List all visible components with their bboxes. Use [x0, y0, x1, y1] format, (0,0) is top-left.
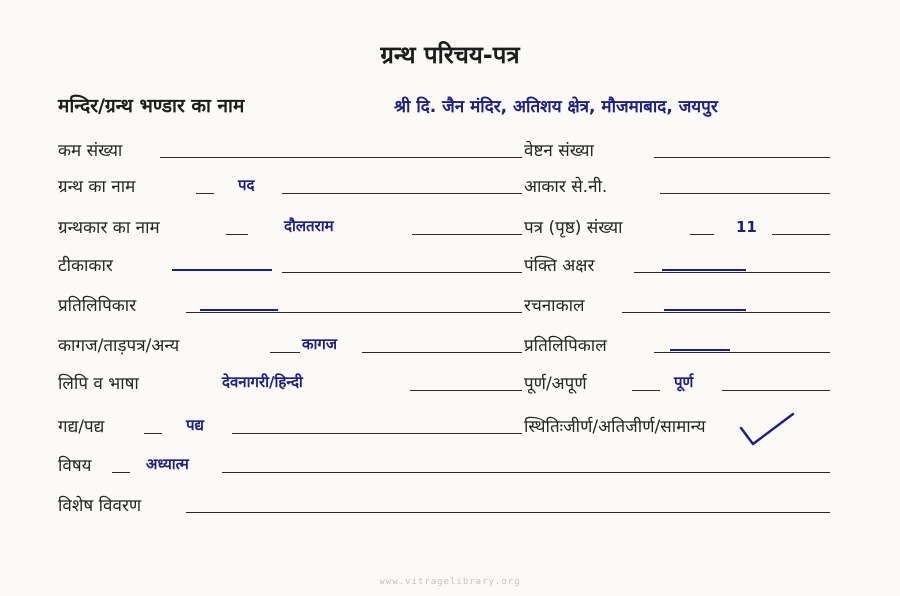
granth-naam-label: ग्रन्थ का नाम [58, 177, 136, 197]
pratilipikaal-blank-mark [670, 349, 730, 351]
gadya-padya-line-b [232, 433, 522, 434]
gadya-padya-value: पद्य [186, 416, 204, 434]
patra-sankhya-line-a [690, 234, 714, 235]
row-vishesh-vivaran [0, 490, 900, 520]
sthiti-label: स्थितिःजीर्ण/अतिजीर्ण/सामान्य [524, 417, 706, 437]
vishesh-vivaran-label: विशेष विवरण [58, 496, 142, 516]
pratilipikar-line [186, 312, 522, 313]
teekakar-label: टीकाकार [58, 256, 113, 276]
pratilipikaal-label: प्रतिलिपिकाल [524, 336, 607, 356]
teekakar-blank-mark [172, 269, 272, 271]
pankti-akshar-label: पंक्ति अक्षर [524, 256, 595, 276]
aakar-label: आकार से.नी. [524, 177, 608, 197]
granth-naam-line-b [282, 193, 522, 194]
patra-sankhya-label: पत्र (पृष्ठ) संख्या [524, 218, 623, 238]
gadya-padya-label: गद्य/पद्य [58, 417, 105, 437]
pratilipikar-label: प्रतिलिपिकार [58, 296, 137, 316]
row-granth-aakar [0, 171, 900, 201]
lipi-bhasha-value: देवनागरी/हिन्दी [222, 373, 303, 391]
vishesh-vivaran-line [186, 512, 830, 513]
teekakar-line [282, 272, 522, 273]
row-lipi-poorna [0, 368, 900, 398]
poorna-value: पूर्ण [674, 373, 694, 391]
granthkar-line-b [412, 234, 522, 235]
pankti-akshar-blank-mark [662, 269, 746, 271]
granthkar-value: दौलतराम [284, 217, 334, 235]
pratilipikaal-line [654, 352, 830, 353]
lipi-bhasha-line [410, 390, 522, 391]
veshtan-sankhya-line [654, 157, 830, 158]
row-kaagaj-pratilipikaal [0, 330, 900, 360]
granth-naam-value: पद [238, 176, 255, 194]
rachnakaal-blank-mark [664, 309, 746, 311]
poorna-label: पूर्ण/अपूर्ण [524, 374, 587, 394]
row-pratilipikar-rachnakaal [0, 290, 900, 320]
granthkar-line-a [226, 234, 248, 235]
vishay-line-a [112, 472, 130, 473]
poorna-line-a [632, 390, 660, 391]
pratilipikar-blank-mark [200, 309, 278, 311]
checkmark-icon [737, 410, 797, 450]
patra-sankhya-value: 11 [736, 218, 757, 236]
vishay-label: विषय [58, 456, 92, 476]
poorna-line-b [722, 390, 830, 391]
row-granthkar-patra [0, 212, 900, 242]
aakar-line [660, 193, 830, 194]
gadya-padya-line-a [144, 433, 162, 434]
watermark: www.vitragelibrary.org [379, 577, 521, 587]
kaagaj-line-a [270, 352, 300, 353]
vishay-line-b [222, 472, 830, 473]
rachnakaal-line [622, 312, 830, 313]
patra-sankhya-line-b [772, 234, 830, 235]
row-teeka-pankti [0, 250, 900, 280]
granthkar-label: ग्रन्थकार का नाम [58, 218, 160, 238]
form-title: ग्रन्थ परिचय-पत्र [380, 41, 520, 69]
kaagaj-value: कागज [302, 335, 337, 353]
row-vishay [0, 450, 900, 480]
krama-sankhya-label: कम संख्या [58, 141, 123, 161]
row-krama-veshtan [0, 135, 900, 165]
kaagaj-line-b [362, 352, 522, 353]
lipi-bhasha-label: लिपि व भाषा [58, 374, 139, 394]
granth-naam-line-a [196, 193, 214, 194]
temple-label: मन्दिर/ग्रन्थ भण्डार का नाम [58, 95, 245, 117]
kaagaj-label: कागज/ताड़पत्र/अन्य [58, 336, 180, 356]
temple-value: श्री दि. जैन मंदिर, अतिशय क्षेत्र, मौजमाबाद, जयपुर [394, 97, 718, 117]
rachnakaal-label: रचनाकाल [524, 296, 585, 316]
veshtan-sankhya-label: वेष्टन संख्या [524, 141, 594, 161]
pankti-akshar-line [634, 272, 830, 273]
vishay-value: अध्यात्म [146, 455, 189, 473]
krama-sankhya-line [160, 157, 522, 158]
